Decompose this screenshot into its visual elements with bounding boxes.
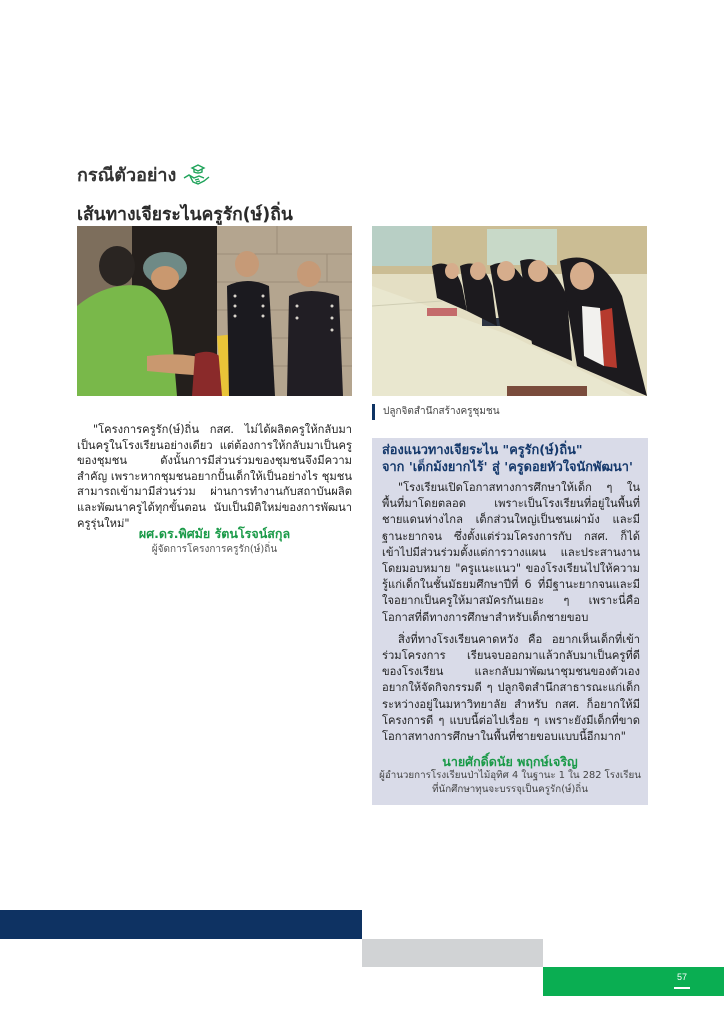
- quote-author-role: ผู้จัดการโครงการครูรัก(ษ์)ถิ่น: [151, 544, 278, 555]
- page-title: เส้นทางเจียระไนครูรัก(ษ์)ถิ่น: [77, 205, 293, 225]
- photo-students-meeting: [372, 226, 647, 396]
- graduation-handshake-icon: [182, 162, 212, 188]
- sidebar-box-paragraph-1: "โรงเรียนเปิดโอกาสทางการศึกษาให้เด็ก ๆ ในพื้นที่มาโดยตลอด เพราะเป็นโรงเรียนที่อยู่ในพื้นที่ชายแดนห่างไกล เด็กส่วนใหญ่เป็นชนเผ่าม้ง และมีฐานะยากจน ซึ่งตั้งแต่ร่วมโครงการกับ กสศ. ก็ได้เข้าไปมีส่วนร่วมตั้งแต่การวางแผน และประสานงานโดยมอบหมาย "ครูแนะแนว" ของโรงเรียนไปให้ความรู้แก่เด็กในชั้นมัธยมศึกษาปีที่ 6 ที่มีฐานะยากจนและมีใจอยากเป็นครูให้มาสมัครกันเยอะ ๆ เพราะนี่คือโอกาสที่ดีทางการศึกษาสำหรับเด็กชายขอบ: [382, 481, 640, 624]
- sidebar-box-body: [382, 480, 640, 751]
- sidebar-box-paragraph-2: สิ่งที่ทางโรงเรียนคาดหวัง คือ อยากเห็นเด็กที่เข้าร่วมโครงการ เรียนจบออกมาแล้วกลับมาเป็นครูที่ดีของโรงเรียน และกลับมาพัฒนาชุมชนของตัวเอง อยากให้จัดกิจกรรมดี ๆ ปลูกจิตสำนึกสาธารณะแก่เด็กระหว่างอยู่ในมหาวิทยาลัย สำหรับ กสศ. ก็อยากให้มีโครงการดี ๆ แบบนี้ต่อไปเรื่อย ๆ เพราะยังมีเด็กที่ขาดโอกาสทางการศึกษาในพื้นที่ชายขอบแบบนี้อีกมาก": [382, 632, 640, 744]
- sidebar-box-heading-line1: ส่องแนวทางเจียระไน "ครูรัก(ษ์)ถิ่น": [382, 443, 583, 458]
- sidebar-box-heading-line2: จาก 'เด็กม้งยากไร้' สู่ 'ครูดอยหัวใจนักพัฒนา': [382, 460, 633, 475]
- quote-text: "โครงการครูรัก(ษ์)ถิ่น กสศ. ไม่ได้ผลิตครูให้กลับมาเป็นครูในโรงเรียนอย่างเดียว แต่ต้องการให้กลับมาเป็นครูของชุมชน ดังนั้นการมีส่วนร่วมของชุมชนจึงมีความสำคัญ เพราะหากชุมชนอยากปั้นเด็กให้เป็นอย่างไร ชุมชนสามารถเข้ามามีส่วนร่วม ผ่านการทำงานกับสถาบันผลิตและพัฒนาครูได้ทุกขั้นตอน นับเป็นมิติใหม่ของการพัฒนาครูรุ่นใหม่": [77, 423, 352, 530]
- footer-bar-navy: [0, 910, 362, 939]
- sidebar-box-heading: [382, 442, 642, 476]
- sidebar-box-author-role-line2: ที่นักศึกษาทุนจะบรรจุเป็นครูรัก(ษ์)ถิ่น: [432, 784, 588, 795]
- sidebar-box-author: นายศักดิ์ดนัย พฤกษ์เจริญ: [442, 754, 578, 769]
- page-number: 57: [676, 972, 687, 982]
- page-number-underline: [674, 987, 690, 989]
- section-label: [77, 160, 212, 189]
- photo-caption: ปลูกจิตสำนึกสร้างครูชุมชน: [372, 404, 500, 420]
- sidebar-box-author-role-line1: ผู้อำนวยการโรงเรียนป่าไม้อุทิศ 4 ในฐานะ 1 ใน 282 โรงเรียน: [379, 770, 641, 781]
- photo-teacher-with-students: [77, 226, 352, 396]
- quote-author: ผศ.ดร.พิศมัย รัตนโรจน์สกุล: [138, 526, 291, 541]
- sidebar-box-author-role: [372, 769, 648, 797]
- footer-bar-gray: [362, 939, 543, 967]
- footer-bar-green: [543, 967, 724, 996]
- section-label-text: กรณีตัวอย่าง: [77, 165, 177, 186]
